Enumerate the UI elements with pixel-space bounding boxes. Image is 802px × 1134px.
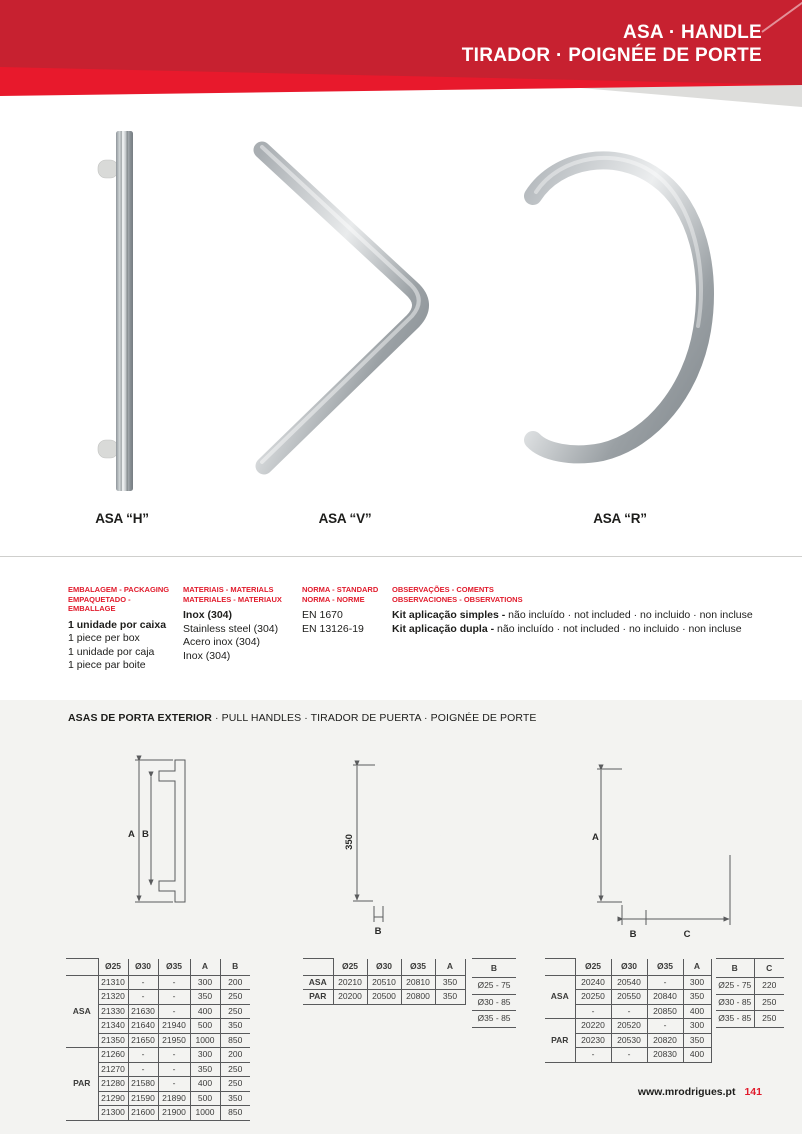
info-column-standard xyxy=(302,585,388,636)
technical-drawing-asa-v xyxy=(330,738,490,938)
table-cell: 250 xyxy=(220,990,250,1005)
table-cell: 20800 xyxy=(401,990,435,1005)
table-cell: 250 xyxy=(754,1011,784,1028)
table-cell: 21280 xyxy=(98,1077,128,1092)
table-cell: 350 xyxy=(683,990,711,1005)
info-line: Inox (304) xyxy=(183,609,233,621)
column-header: B xyxy=(220,959,250,976)
table-cell: 21300 xyxy=(98,1106,128,1121)
table-row xyxy=(66,975,250,990)
table-cell: 20210 xyxy=(333,975,367,990)
info-line: Kit aplicação simples - não incluído · not included · no incluido · non incluse xyxy=(392,609,753,621)
table-cell: 20820 xyxy=(647,1033,683,1048)
table-cell: 20240 xyxy=(575,975,611,990)
table-cell: - xyxy=(647,975,683,990)
table-cell: 21260 xyxy=(98,1048,128,1063)
info-header: NORMA - STANDARD xyxy=(302,585,379,594)
table-cell: 20850 xyxy=(647,1004,683,1019)
table-cell: 400 xyxy=(190,1077,220,1092)
table-row xyxy=(303,990,465,1005)
column-header: Ø30 xyxy=(367,959,401,976)
info-header: EMBALAGEM - PACKAGING xyxy=(68,585,170,594)
table-cell: - xyxy=(575,1004,611,1019)
table-corner-cell xyxy=(545,959,575,976)
table-cell: Ø35 - 85 xyxy=(472,1011,516,1028)
table-cell: 220 xyxy=(754,978,784,995)
dim-label-b: B xyxy=(142,829,149,840)
info-header: MATERIALES - MATERIAUX xyxy=(183,594,282,604)
info-line: EN 1670 xyxy=(302,609,343,621)
table-cell: 300 xyxy=(683,975,711,990)
table-cell: 21320 xyxy=(98,990,128,1005)
page-title-line2: TIRADOR · POIGNÉE DE PORTE xyxy=(461,45,762,66)
table-cell: 21330 xyxy=(98,1004,128,1019)
table-cell: 200 xyxy=(220,1048,250,1063)
group-label: ASA xyxy=(66,975,98,1048)
table-cell: 20230 xyxy=(575,1033,611,1048)
dim-label-350: 350 xyxy=(344,834,355,850)
page-footer xyxy=(638,1086,762,1098)
info-line: EN 13126-19 xyxy=(302,622,364,635)
group-label: PAR xyxy=(303,990,333,1005)
info-header: EMPAQUETADO - EMBALLAGE xyxy=(68,594,131,613)
table-cell: 20530 xyxy=(611,1033,647,1048)
table-cell: 21600 xyxy=(128,1106,158,1121)
header-banner xyxy=(0,0,802,120)
table-cell: - xyxy=(128,990,158,1005)
table-cell: 21630 xyxy=(128,1004,158,1019)
column-header: Ø25 xyxy=(575,959,611,976)
page-title xyxy=(462,21,762,67)
table-cell: - xyxy=(611,1048,647,1063)
table-row xyxy=(472,1011,516,1028)
group-label: PAR xyxy=(66,1048,98,1121)
product-label-asa-r: ASA “R” xyxy=(593,511,647,526)
product-photo-asa-v xyxy=(235,128,445,508)
table-row xyxy=(545,1019,711,1034)
table-cell: 500 xyxy=(190,1091,220,1106)
table-cell: Ø30 - 85 xyxy=(472,994,516,1011)
table-row xyxy=(716,1011,784,1028)
column-header: Ø30 xyxy=(611,959,647,976)
info-header: MATERIAIS - MATERIALS xyxy=(183,585,274,594)
table-cell: 350 xyxy=(190,990,220,1005)
product-label-asa-v: ASA “V” xyxy=(318,511,372,526)
spec-table-asa-r-diameters xyxy=(716,958,784,1028)
column-header: Ø25 xyxy=(333,959,367,976)
spec-table-asa-r xyxy=(545,958,712,1063)
table-cell: 21310 xyxy=(98,975,128,990)
column-header: B xyxy=(472,959,516,978)
table-cell: 500 xyxy=(190,1019,220,1034)
info-line: Stainless steel (304) xyxy=(183,622,279,635)
table-cell: 1000 xyxy=(190,1106,220,1121)
column-header: Ø35 xyxy=(401,959,435,976)
product-photo-asa-r xyxy=(512,140,742,470)
table-cell: 350 xyxy=(435,975,465,990)
table-row xyxy=(716,978,784,995)
table-cell: - xyxy=(158,1048,190,1063)
table-cell: - xyxy=(128,975,158,990)
table-cell: 21940 xyxy=(158,1019,190,1034)
table-cell: 850 xyxy=(220,1033,250,1048)
table-cell: 21890 xyxy=(158,1091,190,1106)
table-cell: 400 xyxy=(683,1048,711,1063)
table-cell: 20830 xyxy=(647,1048,683,1063)
info-column-packaging xyxy=(68,585,180,673)
table-cell: 21580 xyxy=(128,1077,158,1092)
table-cell: 350 xyxy=(683,1033,711,1048)
table-cell: 250 xyxy=(220,1077,250,1092)
group-label: ASA xyxy=(545,975,575,1019)
spec-table-asa-v-diameters xyxy=(472,958,516,1028)
column-header: C xyxy=(754,959,784,978)
info-line: Kit aplicação dupla - não incluído · not included · no incluido · non incluse xyxy=(392,622,742,635)
table-cell: 20520 xyxy=(611,1019,647,1034)
table-cell: 21950 xyxy=(158,1033,190,1048)
column-header: Ø30 xyxy=(128,959,158,976)
info-line: Acero inox (304) xyxy=(183,636,261,648)
table-cell: Ø35 - 85 xyxy=(716,1011,754,1028)
table-cell: 20220 xyxy=(575,1019,611,1034)
table-cell: 350 xyxy=(220,1019,250,1034)
table-cell: 300 xyxy=(683,1019,711,1034)
table-cell: - xyxy=(158,1077,190,1092)
info-header: NORMA - NORME xyxy=(302,594,365,604)
table-cell: 300 xyxy=(190,975,220,990)
table-cell: 20840 xyxy=(647,990,683,1005)
table-cell: 21350 xyxy=(98,1033,128,1048)
technical-drawing-asa-h xyxy=(80,740,260,935)
table-cell: 400 xyxy=(683,1004,711,1019)
table-cell: 250 xyxy=(220,1004,250,1019)
table-row xyxy=(472,994,516,1011)
dim-label-b: B xyxy=(629,929,637,940)
dim-label-b: B xyxy=(374,926,382,937)
table-cell: 350 xyxy=(435,990,465,1005)
section-title: ASAS DE PORTA EXTERIOR · PULL HANDLES · TIRADOR DE PUERTA · POIGNÉE DE PORTE xyxy=(68,712,537,724)
table-cell: 20200 xyxy=(333,990,367,1005)
info-column-materials xyxy=(183,585,299,663)
table-cell: 1000 xyxy=(190,1033,220,1048)
table-cell: Ø30 - 85 xyxy=(716,994,754,1011)
horizontal-divider xyxy=(0,556,802,557)
table-cell: 21340 xyxy=(98,1019,128,1034)
table-cell: 300 xyxy=(190,1048,220,1063)
table-cell: 850 xyxy=(220,1106,250,1121)
spec-table-asa-h xyxy=(66,958,250,1121)
column-header: Ø35 xyxy=(158,959,190,976)
table-cell: 20810 xyxy=(401,975,435,990)
table-cell: - xyxy=(158,1004,190,1019)
footer-page-number: 141 xyxy=(744,1086,762,1098)
column-header: Ø35 xyxy=(647,959,683,976)
dim-label-c: C xyxy=(683,929,691,940)
table-row xyxy=(472,978,516,995)
table-cell: 20500 xyxy=(367,990,401,1005)
table-cell: 20250 xyxy=(575,990,611,1005)
table-cell: 250 xyxy=(220,1062,250,1077)
group-label: PAR xyxy=(545,1019,575,1063)
table-cell: - xyxy=(128,1062,158,1077)
table-cell: - xyxy=(575,1048,611,1063)
info-line: 1 unidade por caixa xyxy=(68,618,167,631)
info-line: 1 piece par boite xyxy=(68,659,146,671)
product-photo-asa-h xyxy=(85,115,195,505)
info-header: OBSERVACIONES - OBSERVATIONS xyxy=(392,594,523,604)
info-line: Inox (304) xyxy=(183,649,231,662)
column-header: A xyxy=(683,959,711,976)
table-row xyxy=(716,994,784,1011)
table-cell: Ø25 - 75 xyxy=(472,978,516,995)
table-cell: 20540 xyxy=(611,975,647,990)
table-row xyxy=(303,975,465,990)
page-title-line1: ASA · HANDLE xyxy=(622,22,762,43)
info-header: OBSERVAÇÕES - COMENTS xyxy=(392,585,494,594)
column-header: Ø25 xyxy=(98,959,128,976)
table-cell: 250 xyxy=(754,994,784,1011)
table-corner-cell xyxy=(66,959,98,976)
table-cell: 21900 xyxy=(158,1106,190,1121)
table-row xyxy=(66,1048,250,1063)
table-cell: 400 xyxy=(190,1004,220,1019)
table-cell: - xyxy=(158,975,190,990)
table-cell: Ø25 - 75 xyxy=(716,978,754,995)
product-label-asa-h: ASA “H” xyxy=(95,511,149,526)
table-cell: 21270 xyxy=(98,1062,128,1077)
table-cell: - xyxy=(611,1004,647,1019)
table-cell: - xyxy=(128,1048,158,1063)
table-cell: - xyxy=(647,1019,683,1034)
table-cell: 20510 xyxy=(367,975,401,990)
footer-website: www.mrodrigues.pt xyxy=(637,1086,736,1098)
column-header: B xyxy=(716,959,754,978)
technical-drawing-asa-r xyxy=(570,740,770,945)
table-cell: 21590 xyxy=(128,1091,158,1106)
table-cell: 21650 xyxy=(128,1033,158,1048)
table-cell: 350 xyxy=(190,1062,220,1077)
table-cell: - xyxy=(158,1062,190,1077)
info-line: 1 piece per box xyxy=(68,632,140,644)
table-row xyxy=(545,975,711,990)
column-header: A xyxy=(435,959,465,976)
dim-label-a: A xyxy=(128,829,135,840)
dim-label-a: A xyxy=(592,832,599,843)
info-column-observations xyxy=(392,585,764,636)
table-cell: 200 xyxy=(220,975,250,990)
table-cell: 21290 xyxy=(98,1091,128,1106)
spec-table-asa-v xyxy=(303,958,466,1005)
table-cell: 20550 xyxy=(611,990,647,1005)
info-line: 1 unidade por caja xyxy=(68,645,155,658)
table-cell: - xyxy=(158,990,190,1005)
group-label: ASA xyxy=(303,975,333,990)
table-cell: 21640 xyxy=(128,1019,158,1034)
table-cell: 350 xyxy=(220,1091,250,1106)
table-corner-cell xyxy=(303,959,333,976)
column-header: A xyxy=(190,959,220,976)
